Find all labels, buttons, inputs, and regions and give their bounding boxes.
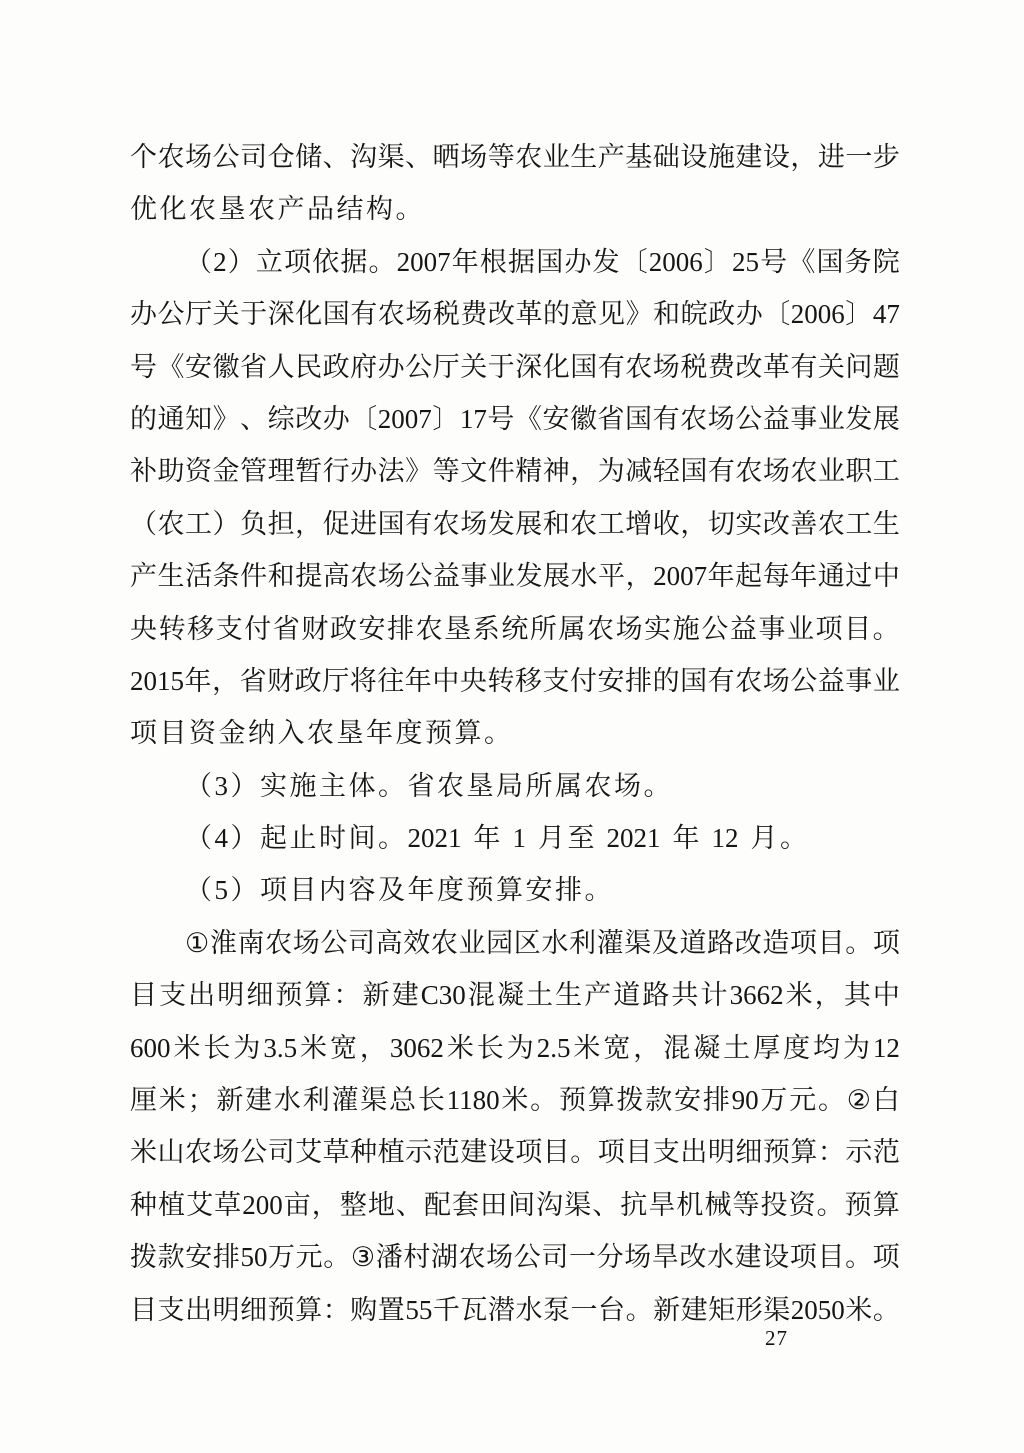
text-line: （ 3 ） 实 施 主 体 。 省 农 垦 局 所 属 农 场 。 [185,770,671,801]
text-line: 优 化 农 垦 农 产 品 结 构 。 [130,194,423,225]
text-line: 补 助 资 金 管 理 暂 行 办 法 》 等 文 件 精 神 ， 为 减 轻 国 有 农 场 农 业 职 工 [130,456,900,487]
text-line: （ 农 工 ） 负 担 ， 促 进 国 有 农 场 发 展 和 农 工 增 收 ， 切 实 改 善 农 工 生 [130,508,900,539]
text-line: 米 山 农 场 公 司 艾 草 种 植 示 范 建 设 项 目 。 项 目 支 出 明 细 预 算 ： 示 范 [130,1137,900,1168]
text-line: （ 5 ） 项 目 内 容 及 年 度 预 算 安 排 。 [185,875,612,906]
text-line: 产 生 活 条 件 和 提 高 农 场 公 益 事 业 发 展 水 平 ， 2007 年 起 每 年 通 过 中 [130,561,900,592]
text-line: 2015 年 ， 省 财 政 厅 将 往 年 中 央 转 移 支 付 安 排 的 国 有 农 场 公 益 事 业 [130,665,900,696]
text-line: 拨 款 安 排 50 万 元 。 ③ 潘 村 湖 农 场 公 司 一 分 场 旱 改 水 建 设 项 目 。 项 [130,1242,900,1273]
text-line: 号 《 安 徽 省 人 民 政 府 办 公 厅 关 于 深 化 国 有 农 场 税 费 改 革 有 关 问 题 [130,351,900,382]
text-line: 种 植 艾 草 200 亩 ， 整 地 、 配 套 田 间 沟 渠 、 抗 旱 机 械 等 投 资 。 预 算 [130,1189,900,1220]
document-body [130,131,900,1336]
text-line: ① 淮 南 农 场 公 司 高 效 农 业 园 区 水 利 灌 渠 及 道 路 改 造 项 目 。 项 [185,927,900,958]
text-line: （ 4 ） 起 止 时 间 。 2021 年 1 月 至 2021 年 12 月 。 [185,823,807,854]
text-line: 目 支 出 明 细 预 算 ： 新 建 C30 混 凝 土 生 产 道 路 共 计 3662 米 ， 其 中 [130,980,900,1011]
text-line: 的 通 知 》 、 综 改 办 〔 2007 〕 17 号 《 安 徽 省 国 有 农 场 公 益 事 业 发 展 [130,403,900,434]
text-line: 个 农 场 公 司 仓 储 、 沟 渠 、 晒 场 等 农 业 生 产 基 础 设 施 建 设 ， 进 一 步 [130,142,900,172]
text-line: 项 目 资 金 纳 入 农 垦 年 度 预 算 。 [130,718,511,749]
text-line: 办 公 厅 关 于 深 化 国 有 农 场 税 费 改 革 的 意 见 》 和 皖 政 办 〔 2006 〕 47 [130,299,900,330]
text-line: 央 转 移 支 付 省 财 政 安 排 农 垦 系 统 所 属 农 场 实 施 公 益 事 业 项 目 。 [130,613,900,644]
text-line: 目 支 出 明 细 预 算 ： 购 置 55 千 瓦 潜 水 泵 一 台 。 新 建 矩 形 渠 2050 米 。 [130,1294,900,1325]
text-line: （ 2 ） 立 项 依 据 。 2007 年 根 据 国 办 发 〔 2006 〕 25 号 《 国 务 院 [185,246,900,277]
text-line: 厘 米 ； 新 建 水 利 灌 渠 总 长 1180 米 。 预 算 拨 款 安 排 90 万 元 。 ② 白 [130,1085,900,1116]
page-number: 27 [765,1326,788,1350]
text-line: 600 米 长 为 3.5 米 宽 ， 3062 米 长 为 2.5 米 宽 ， 混 凝 土 厚 度 均 为 12 [130,1032,900,1063]
